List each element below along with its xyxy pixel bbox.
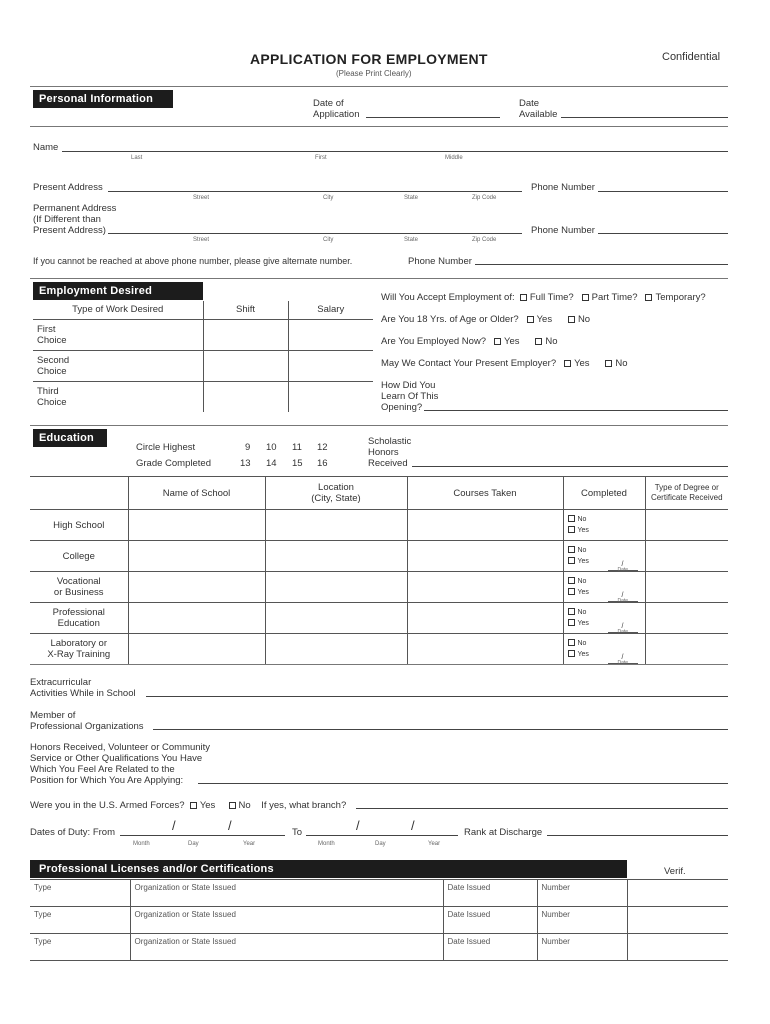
honors-received-label: Honors Received, Volunteer or Community (30, 742, 211, 753)
first-choice-label-2: Choice (37, 334, 67, 346)
vocational-no-checkbox[interactable] (568, 577, 575, 584)
laboratory-yes-label: Yes (577, 651, 589, 659)
high-school-courses-cell[interactable] (407, 510, 563, 541)
professional-date-field[interactable]: / (608, 621, 638, 633)
license-3-date-cell[interactable] (443, 934, 537, 961)
duty-from-year-caption: Year (243, 841, 256, 847)
professional-date-caption: Date (617, 629, 629, 635)
edu-row-label-laboratory (30, 634, 128, 665)
first-choice-cell[interactable] (33, 319, 203, 350)
temporary-label: Temporary? (655, 292, 706, 303)
section-professional-licenses: Professional Licenses and/or Certifications (30, 860, 627, 878)
college-no-label: No (577, 547, 587, 554)
license-1-verif-cell[interactable] (627, 880, 728, 907)
college-yes-label: Yes (577, 558, 589, 565)
permanent-street-caption: Street (193, 237, 210, 243)
laboratory-no-label: No (577, 640, 587, 648)
name-label: Name (33, 142, 59, 153)
license-1-number-label: Number (541, 883, 570, 892)
learn-opening-label-3: Opening? (381, 402, 423, 413)
license-1-type-cell[interactable] (30, 880, 130, 907)
full-time-checkbox[interactable] (520, 294, 527, 301)
license-3-date-label: Date Issued (447, 937, 491, 946)
armed-forces-label: Were you in the U.S. Armed Forces? (30, 800, 185, 811)
section-education: Education (33, 429, 107, 447)
high-school-yes-checkbox[interactable] (568, 526, 575, 533)
verif-label: Verif. (664, 866, 686, 877)
third-choice-label: Third (37, 385, 59, 397)
duty-from-field[interactable] (120, 835, 285, 836)
col-degree-label-2: Certificate Received (650, 493, 723, 502)
scholastic-honors-label-2: Honors (368, 447, 399, 458)
dates-of-duty-label: Dates of Duty: From (30, 827, 115, 838)
col-location-label-2: (City, State) (311, 493, 361, 504)
college-date-caption: Date (617, 567, 629, 573)
license-2-date-label: Date Issued (447, 910, 491, 919)
name-middle-caption: Middle (445, 155, 463, 161)
vocational-yes-checkbox[interactable] (568, 588, 575, 595)
laboratory-no-checkbox[interactable] (568, 639, 575, 646)
circle-highest-label: Circle Highest (136, 442, 196, 453)
phone-number-label: Phone Number (531, 182, 595, 193)
vocational-yes-label: Yes (577, 589, 589, 596)
grade-13[interactable]: 13 (240, 458, 251, 469)
duty-from-day-caption: Day (188, 841, 199, 847)
duty-to-field[interactable] (306, 835, 458, 836)
duty-to-day-caption: Day (375, 841, 386, 847)
permanent-state-caption: State (404, 237, 419, 243)
license-1-date-cell[interactable] (443, 880, 537, 907)
second-choice-cell[interactable] (33, 350, 203, 381)
grade-11[interactable]: 11 (292, 442, 302, 453)
grade-completed-label: Grade Completed (136, 458, 211, 469)
employed-yes-label: Yes (504, 336, 520, 347)
grade-10[interactable]: 10 (266, 442, 277, 453)
permanent-address-field[interactable] (108, 233, 522, 234)
duty-from-month-caption: Month (133, 841, 150, 847)
professional-completed-cell (563, 603, 645, 634)
education-table (30, 476, 728, 665)
high-school-name-cell[interactable] (128, 510, 265, 541)
first-choice-label: First (37, 323, 56, 335)
laboratory-date-caption: Date (617, 660, 629, 666)
college-no-checkbox[interactable] (568, 546, 575, 553)
temporary-checkbox[interactable] (645, 294, 652, 301)
license-3-number-label: Number (541, 937, 570, 946)
first-shift-cell[interactable] (203, 319, 288, 350)
edu-header-blank (30, 477, 128, 510)
permanent-phone-label: Phone Number (531, 225, 595, 236)
age-question-label: Are You 18 Yrs. of Age or Older? (381, 314, 519, 325)
extracurricular-label-2: Activities While in School (30, 688, 136, 699)
license-3-type-cell[interactable] (30, 934, 130, 961)
confidential-label: Confidential (662, 51, 721, 63)
extracurricular-label: Extracurricular (30, 677, 92, 688)
third-shift-cell[interactable] (203, 381, 288, 412)
part-time-label: Part Time? (591, 292, 638, 303)
professional-courses-cell[interactable] (407, 603, 563, 634)
license-1-date-label: Date Issued (447, 883, 491, 892)
col-shift: Shift (203, 301, 288, 319)
col-type-of-work: Type of Work Desired (33, 301, 203, 319)
employed-no-label: No (545, 336, 558, 347)
armed-forces-question (30, 800, 346, 811)
third-choice-cell[interactable] (33, 381, 203, 412)
license-3-type-label: Type (34, 937, 52, 946)
professional-location-cell[interactable] (265, 603, 407, 634)
age-yes-checkbox[interactable] (527, 316, 534, 323)
honors-received-label-3: Which You Feel Are Related to the (30, 764, 175, 775)
section-personal-information: Personal Information (33, 90, 173, 108)
college-yes-checkbox[interactable] (568, 557, 575, 564)
rank-at-discharge-label: Rank at Discharge (464, 827, 543, 838)
professional-label-2: Education (57, 618, 100, 629)
full-time-label: Full Time? (529, 292, 574, 303)
armed-branch-field[interactable] (356, 808, 728, 809)
laboratory-location-cell[interactable] (265, 634, 407, 665)
professional-no-checkbox[interactable] (568, 608, 575, 615)
present-city-caption: City (323, 195, 334, 201)
present-zip-caption: Zip Code (472, 195, 497, 201)
high-school-location-cell[interactable] (265, 510, 407, 541)
grade-15[interactable]: 15 (292, 458, 303, 469)
professional-yes-checkbox[interactable] (568, 619, 575, 626)
present-address-label: Present Address (33, 182, 103, 193)
license-3-org-label: Organization or State Issued (134, 937, 236, 946)
high-school-yes-label: Yes (577, 527, 589, 534)
permanent-address-label: Permanent Address (33, 203, 117, 214)
extracurricular-field[interactable] (146, 696, 728, 697)
vocational-degree-cell[interactable] (645, 572, 728, 603)
present-state-caption: State (404, 195, 419, 201)
duty-to-slash-2: / (411, 818, 415, 833)
form-subtitle: (Please Print Clearly) (336, 69, 412, 78)
age-no-label: No (577, 314, 591, 325)
contact-no-checkbox[interactable] (605, 360, 612, 367)
edu-row-label-high-school (30, 510, 128, 541)
alternate-phone-text: If you cannot be reached at above phone number, please give alternate number. (33, 256, 353, 266)
vocational-location-cell[interactable] (265, 572, 407, 603)
armed-branch-label: If yes, what branch? (261, 800, 347, 811)
name-first-caption: First (315, 155, 327, 161)
laboratory-label: Laboratory or (50, 638, 107, 650)
duty-to-year-caption: Year (428, 841, 441, 847)
duty-from-slash-1: / (172, 818, 176, 833)
accept-employment-label: Will You Accept Employment of: (381, 292, 515, 303)
high-school-completed-cell (563, 510, 645, 541)
professional-label: Professional (52, 607, 105, 618)
permanent-address-label-2: (If Different than (33, 214, 101, 225)
employed-question-label: Are You Employed Now? (381, 336, 487, 347)
college-name-cell[interactable] (128, 541, 265, 572)
employed-yes-checkbox[interactable] (494, 338, 501, 345)
rank-at-discharge-field[interactable] (547, 835, 728, 836)
professional-yes-label: Yes (577, 620, 589, 627)
date-of-application-field[interactable] (366, 117, 500, 118)
second-choice-label: Second (37, 354, 70, 366)
part-time-checkbox[interactable] (582, 294, 589, 301)
professional-organizations-field[interactable] (153, 729, 728, 730)
license-1-number-cell[interactable] (537, 880, 627, 907)
col-location-label: Location (318, 482, 354, 493)
laboratory-yes-checkbox[interactable] (568, 650, 575, 657)
laboratory-name-cell[interactable] (128, 634, 265, 665)
license-2-date-cell[interactable] (443, 907, 537, 934)
present-address-field[interactable] (108, 191, 522, 192)
high-school-no-checkbox[interactable] (568, 515, 575, 522)
license-1-type-label: Type (34, 883, 52, 892)
second-shift-cell[interactable] (203, 350, 288, 381)
section-employment-desired: Employment Desired (33, 282, 203, 300)
vocational-courses-cell[interactable] (407, 572, 563, 603)
name-field[interactable] (62, 151, 728, 152)
license-2-org-label: Organization or State Issued (134, 910, 236, 919)
vocational-completed-cell (563, 572, 645, 603)
grade-14[interactable]: 14 (266, 458, 277, 469)
member-of-label: Member of (30, 710, 76, 721)
duty-to-month-caption: Month (318, 841, 335, 847)
laboratory-degree-cell[interactable] (645, 634, 728, 665)
college-location-cell[interactable] (265, 541, 407, 572)
license-2-number-label: Number (541, 910, 570, 919)
second-choice-label-2: Choice (37, 365, 67, 377)
phone-number-field[interactable] (598, 191, 728, 192)
form-title: APPLICATION FOR EMPLOYMENT (250, 51, 488, 67)
permanent-city-caption: City (323, 237, 334, 243)
laboratory-completed-cell (563, 634, 645, 665)
second-salary-cell[interactable] (288, 350, 373, 381)
member-of-label-2: Professional Organizations (30, 721, 144, 732)
col-degree (645, 477, 728, 510)
college-date-field[interactable]: / (608, 559, 638, 571)
duty-to-slash-1: / (356, 818, 360, 833)
vocational-date-field[interactable]: / (608, 590, 638, 602)
professional-degree-cell[interactable] (645, 603, 728, 634)
contact-yes-checkbox[interactable] (564, 360, 571, 367)
laboratory-date-field[interactable]: / (608, 652, 638, 664)
contact-no-label: No (615, 358, 628, 369)
employed-question (381, 336, 558, 347)
laboratory-courses-cell[interactable] (407, 634, 563, 665)
date-available-label-2: Available (519, 109, 558, 120)
high-school-degree-cell[interactable] (645, 510, 728, 541)
armed-yes-checkbox[interactable] (190, 802, 197, 809)
grade-16[interactable]: 16 (317, 458, 328, 469)
edu-row-label-professional (30, 603, 128, 634)
honors-received-label-2: Service or Other Qualifications You Have (30, 753, 203, 764)
armed-no-checkbox[interactable] (229, 802, 236, 809)
col-degree-label: Type of Degree or (654, 483, 719, 492)
permanent-zip-caption: Zip Code (472, 237, 497, 243)
third-salary-cell[interactable] (288, 381, 373, 412)
alternate-phone-label: Phone Number (408, 256, 472, 267)
license-3-number-cell[interactable] (537, 934, 627, 961)
license-2-type-cell[interactable] (30, 907, 130, 934)
license-1-org-cell[interactable] (130, 880, 443, 907)
license-2-number-cell[interactable] (537, 907, 627, 934)
license-3-verif-cell[interactable] (627, 934, 728, 961)
edu-row-label-vocational (30, 572, 128, 603)
contact-yes-label: Yes (574, 358, 590, 369)
first-salary-cell[interactable] (288, 319, 373, 350)
date-available-field[interactable] (561, 117, 728, 118)
edu-row-label-college (30, 541, 128, 572)
col-courses-taken: Courses Taken (407, 477, 563, 510)
contact-employer-question (381, 358, 628, 369)
col-location (265, 477, 407, 510)
professional-no-label: No (577, 609, 587, 616)
learn-opening-label-2: Learn Of This (381, 391, 439, 402)
armed-yes-label: Yes (199, 800, 216, 811)
professional-name-cell[interactable] (128, 603, 265, 634)
alternate-phone-field[interactable] (475, 264, 728, 265)
high-school-no-label: No (577, 516, 587, 523)
vocational-label: Vocational (56, 576, 101, 587)
college-completed-cell (563, 541, 645, 572)
age-no-checkbox[interactable] (568, 316, 575, 323)
permanent-address-label-3: Present Address) (33, 225, 106, 236)
high-school-label: High School (53, 519, 105, 531)
date-of-application-label: Date of (313, 98, 344, 109)
permanent-phone-field[interactable] (598, 233, 728, 234)
college-label: College (62, 550, 95, 562)
age-yes-label: Yes (536, 314, 553, 325)
contact-employer-label: May We Contact Your Present Employer? (381, 358, 557, 369)
grade-12[interactable]: 12 (317, 442, 328, 453)
age-question (381, 314, 590, 325)
learn-opening-label: How Did You (381, 380, 436, 391)
scholastic-honors-label-3: Received (368, 458, 408, 469)
vocational-name-cell[interactable] (128, 572, 265, 603)
accept-employment-question (381, 292, 706, 303)
scholastic-honors-label: Scholastic (368, 436, 412, 447)
duty-to-label: To (292, 827, 303, 838)
scholastic-honors-field[interactable] (412, 466, 728, 467)
employment-desired-table (33, 301, 373, 412)
date-of-application-label-2: Application (313, 109, 360, 120)
licenses-table (30, 879, 728, 961)
license-2-type-label: Type (34, 910, 52, 919)
col-completed: Completed (563, 477, 645, 510)
license-2-org-cell[interactable] (130, 907, 443, 934)
vocational-no-label: No (577, 578, 587, 585)
license-2-verif-cell[interactable] (627, 907, 728, 934)
honors-received-label-4: Position for Which You Are Applying: (30, 775, 184, 786)
license-1-org-label: Organization or State Issued (134, 883, 236, 892)
col-salary: Salary (288, 301, 373, 319)
college-degree-cell[interactable] (645, 541, 728, 572)
name-last-caption: Last (131, 155, 143, 161)
present-street-caption: Street (193, 195, 210, 201)
third-choice-label-2: Choice (37, 396, 67, 408)
vocational-date-caption: Date (617, 598, 629, 604)
vocational-label-2: or Business (53, 587, 104, 598)
learn-opening-field[interactable] (424, 410, 728, 411)
honors-received-field[interactable] (198, 783, 728, 784)
laboratory-label-2: X-Ray Training (47, 649, 111, 661)
date-available-label: Date (519, 98, 540, 109)
college-courses-cell[interactable] (407, 541, 563, 572)
grade-9[interactable]: 9 (245, 442, 251, 453)
license-3-org-cell[interactable] (130, 934, 443, 961)
armed-no-label: No (238, 800, 251, 811)
duty-from-slash-2: / (228, 818, 232, 833)
employed-no-checkbox[interactable] (535, 338, 542, 345)
col-name-of-school: Name of School (128, 477, 265, 510)
